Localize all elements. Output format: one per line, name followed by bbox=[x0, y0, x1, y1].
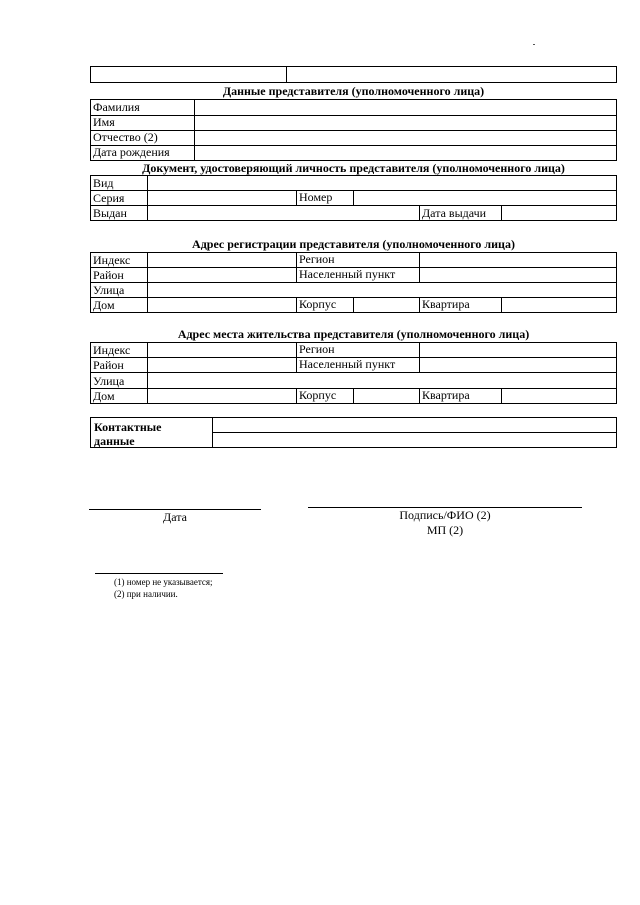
res-street-field[interactable] bbox=[148, 373, 615, 387]
reg-region-label: Регион bbox=[299, 252, 335, 266]
signature-caption: Подпись/ФИО (2) bbox=[399, 508, 491, 522]
res-building-label: Корпус bbox=[299, 388, 337, 402]
stamp-caption: МП (2) bbox=[426, 523, 464, 537]
reg-apartment-label: Квартира bbox=[422, 297, 470, 311]
doc-issued-field[interactable] bbox=[148, 206, 418, 219]
reg-index-field[interactable] bbox=[148, 253, 295, 266]
res-apartment-field[interactable] bbox=[502, 389, 615, 402]
doc-issue-date-label: Дата выдачи bbox=[422, 206, 487, 220]
reg-building-field[interactable] bbox=[354, 298, 418, 311]
residence-section-title: Адрес места жительства представителя (уполномоченного лица) bbox=[177, 327, 530, 341]
reg-apartment-field[interactable] bbox=[502, 298, 615, 311]
doc-issue-date-field[interactable] bbox=[502, 206, 615, 219]
res-index-label: Индекс bbox=[93, 343, 131, 357]
contacts-label-line2: данные bbox=[94, 434, 135, 448]
doc-number-label: Номер bbox=[299, 190, 333, 204]
document-section-title: Документ, удостоверяющий личность представителя (уполномоченного лица) bbox=[142, 161, 565, 175]
res-district-label: Район bbox=[93, 358, 124, 372]
res-street-label: Улица bbox=[93, 374, 125, 388]
patronymic-label: Отчество (2) bbox=[93, 130, 158, 144]
res-house-label: Дом bbox=[93, 389, 115, 403]
doc-series-field[interactable] bbox=[148, 191, 295, 204]
reg-house-label: Дом bbox=[93, 298, 115, 312]
res-house-field[interactable] bbox=[148, 389, 295, 402]
contacts-field-2[interactable] bbox=[213, 433, 615, 446]
firstname-label: Имя bbox=[93, 115, 115, 129]
doc-issued-label: Выдан bbox=[93, 206, 127, 220]
representative-section-title: Данные представителя (уполномоченного лица) bbox=[222, 84, 485, 98]
speck bbox=[533, 44, 535, 45]
res-index-field[interactable] bbox=[148, 343, 295, 356]
registration-section-title: Адрес регистрации представителя (уполномоченного лица) bbox=[192, 237, 515, 251]
reg-house-field[interactable] bbox=[148, 298, 295, 311]
res-building-field[interactable] bbox=[354, 389, 418, 402]
patronymic-field[interactable] bbox=[195, 131, 615, 144]
res-locality-field[interactable] bbox=[420, 358, 615, 371]
doc-type-label: Вид bbox=[93, 176, 114, 190]
res-apartment-label: Квартира bbox=[422, 388, 470, 402]
birthdate-label: Дата рождения bbox=[93, 145, 170, 159]
contacts-field-1[interactable] bbox=[213, 418, 615, 431]
contacts-label-line1: Контактные bbox=[94, 420, 162, 434]
doc-series-label: Серия bbox=[93, 191, 125, 205]
lastname-label: Фамилия bbox=[93, 100, 140, 114]
res-district-field[interactable] bbox=[148, 358, 295, 371]
date-caption: Дата bbox=[163, 510, 187, 524]
res-region-field[interactable] bbox=[420, 343, 615, 356]
res-region-label: Регион bbox=[299, 342, 335, 356]
reg-district-label: Район bbox=[93, 268, 124, 282]
footnote-separator bbox=[95, 573, 223, 574]
doc-number-field[interactable] bbox=[354, 191, 615, 204]
birthdate-field[interactable] bbox=[195, 146, 615, 159]
reg-district-field[interactable] bbox=[148, 268, 295, 281]
reg-locality-field[interactable] bbox=[420, 268, 615, 281]
reg-region-field[interactable] bbox=[420, 253, 615, 266]
reg-street-label: Улица bbox=[93, 283, 125, 297]
doc-type-field[interactable] bbox=[148, 176, 615, 189]
reg-street-field[interactable] bbox=[148, 283, 615, 296]
footnote-2: (2) при наличии. bbox=[114, 589, 178, 599]
reg-locality-label: Населенный пункт bbox=[299, 267, 396, 281]
reg-building-label: Корпус bbox=[299, 297, 337, 311]
footnote-1: (1) номер не указывается; bbox=[114, 577, 213, 587]
lastname-field[interactable] bbox=[195, 100, 615, 114]
firstname-field[interactable] bbox=[195, 116, 615, 129]
res-locality-label: Населенный пункт bbox=[299, 357, 396, 371]
reg-index-label: Индекс bbox=[93, 253, 131, 267]
